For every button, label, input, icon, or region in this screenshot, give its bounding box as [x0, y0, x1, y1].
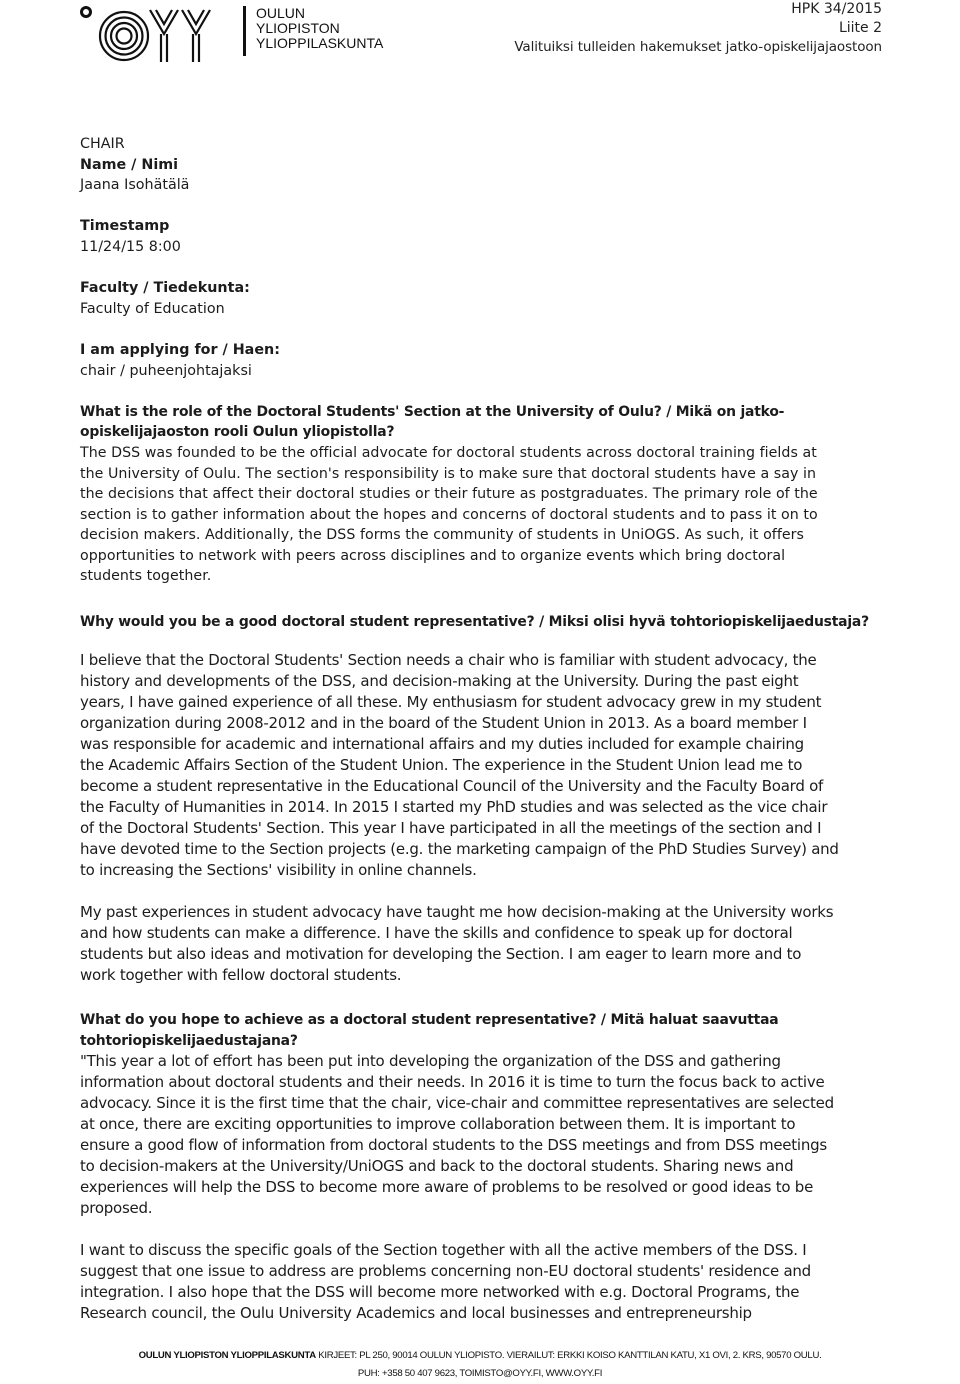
answer-line: ensure a good flow of information from doctoral students to the DSS meetings and from DSS meetings	[80, 1136, 827, 1155]
answer-line: become a student representative in the Educational Council of the University and the Faculty Board of	[80, 777, 824, 796]
faculty-value: Faculty of Education	[80, 300, 225, 317]
answer-line: students but also ideas and motivation for developing the Section. I am eager to learn more and to	[80, 945, 802, 964]
answer-line: organization during 2008-2012 and in the board of the Student Union in 2013. As a board member I	[80, 714, 807, 733]
org-name-line: YLIOPPILASKUNTA	[256, 35, 384, 51]
question-line: Why would you be a good doctoral student representative? / Miksi olisi hyvä tohtoriopiskelijaedustaja?	[80, 613, 869, 630]
org-name	[256, 6, 383, 51]
question-line: What is the role of the Doctoral Students' Section at the University of Oulu? / Mikä on jatko-	[80, 403, 785, 420]
answer-line: students together.	[80, 568, 212, 585]
timestamp-label: Timestamp	[80, 218, 170, 235]
answer-line: section is to gather information about the hopes and concerns of doctoral students and to pass it on to	[80, 506, 818, 523]
answer-line: Research council, the Oulu University Academics and local businesses and entrepreneurship	[80, 1304, 752, 1323]
answer-line: the decisions that affect their doctoral studies or their future as postgraduates. The primary role of the	[80, 486, 818, 503]
footer-address-line	[0, 1346, 960, 1366]
answer-line: information about doctoral students and their needs. In 2016 it is time to turn the focus back to active	[80, 1073, 825, 1092]
answer-role	[80, 443, 890, 587]
application-content	[80, 134, 890, 1324]
answer-line: integration. I also hope that the DSS will become more networked with e.g. Doctoral Programs, the	[80, 1283, 800, 1302]
footer-contact: PUH: +358 50 407 9623, TOIMISTO@OYY.FI, WWW.OYY.FI	[357, 1368, 603, 1379]
answer-line: suggest that one issue to address are problems concerning non-EU doctoral students' residence and	[80, 1262, 811, 1281]
question-role	[80, 402, 890, 443]
logo-divider	[243, 6, 246, 56]
page-footer	[0, 1346, 960, 1384]
answer-line: experiences will help the DSS to become more aware of problems to be resolved or good ideas to be	[80, 1178, 814, 1197]
answer-line: I want to discuss the specific goals of the Section together with all the active members of the DSS. I	[80, 1241, 807, 1260]
answer-line: have devoted time to the Section projects (e.g. the marketing campaign of the PhD Studies Survey) and	[80, 840, 839, 859]
org-name-line: OULUN	[256, 5, 306, 21]
answer-line: decision makers. Additionally, the DSS forms the community of students in UniOGS. As such, it offers	[80, 527, 805, 544]
document-subtitle: Valituiksi tulleiden hakemukset jatko-opiskelijajaostoon	[514, 39, 882, 55]
oyy-logo	[80, 4, 240, 64]
answer-line: to decision-makers at the University/UniOGS and back to the doctoral students. Sharing news and	[80, 1157, 794, 1176]
org-name-line: YLIOPISTON	[256, 20, 340, 36]
answer-line: "This year a lot of effort has been put into developing the organization of the DSS and gathering	[80, 1052, 781, 1071]
answer-line: I believe that the Doctoral Students' Section needs a chair who is familiar with student advocacy, the	[80, 651, 817, 670]
question-why-good	[80, 612, 890, 633]
answer-line: proposed.	[80, 1199, 153, 1218]
doc-ref: HPK 34/2015	[791, 1, 882, 17]
attachment-label: Liite 2	[838, 20, 882, 36]
answer-line: My past experiences in student advocacy have taught me how decision-making at the University works	[80, 903, 834, 922]
faculty-label: Faculty / Tiedekunta:	[80, 280, 250, 297]
answer-hope-paragraph-2	[80, 1240, 890, 1324]
answer-line: history and developments of the DSS, and decision-making at the University. During the past eight	[80, 672, 799, 691]
footer-org: OULUN YLIOPISTON YLIOPPILASKUNTA	[138, 1350, 316, 1361]
answer-line: of the Doctoral Students' Section. This year I have participated in all the meetings of the section and I	[80, 819, 822, 838]
answer-line: opportunities to network with peers across disciplines and to organize events which bring doctoral	[80, 547, 786, 564]
question-hope-to-achieve	[80, 1010, 890, 1051]
answer-line: the Faculty of Humanities in 2014. In 2015 I started my PhD studies and was selected as the vice chair	[80, 798, 828, 817]
timestamp-value: 11/24/15 8:00	[80, 238, 181, 255]
answer-line: years, I have gained experience of all these. My enthusiasm for student advocacy grew in my student	[80, 693, 822, 712]
answer-why-good-paragraph-1	[80, 650, 890, 881]
document-reference	[514, 0, 882, 57]
answer-line: the University of Oulu. The section's responsibility is to make sure that doctoral students have a say in	[80, 465, 816, 482]
answer-line: to increasing the Sections' visibility in online channels.	[80, 861, 477, 880]
candidate-name: Jaana Isohätälä	[80, 177, 190, 194]
answer-why-good-paragraph-2	[80, 902, 890, 986]
answer-hope-paragraph-1	[80, 1051, 890, 1219]
applying-value: chair / puheenjohtajaksi	[80, 362, 252, 379]
answer-line: at once, there are exciting opportunities to improve collaboration between them. It is important to	[80, 1115, 796, 1134]
answer-line: The DSS was founded to be the official advocate for doctoral students across doctoral training fields at	[80, 444, 817, 461]
answer-line: was responsible for academic and international affairs and my duties included for example chairing	[80, 735, 804, 754]
answer-line: and how students can make a difference. I have the skills and confidence to speak up for doctoral	[80, 924, 793, 943]
question-line: opiskelijajaoston rooli Oulun yliopistolla?	[80, 424, 395, 441]
position-title: CHAIR	[80, 136, 125, 152]
answer-line: the Academic Affairs Section of the Student Union. The experience in the Student Union lead me to	[80, 756, 803, 775]
question-line: tohtoriopiskelijaedustajana?	[80, 1032, 298, 1049]
question-line: What do you hope to achieve as a doctoral student representative? / Mitä haluat saavuttaa	[80, 1012, 779, 1029]
answer-line: work together with fellow doctoral students.	[80, 966, 402, 985]
applying-label: I am applying for / Haen:	[80, 341, 280, 358]
answer-line: advocacy. Since it is the first time that the chair, vice-chair and committee representatives are selected	[80, 1094, 834, 1113]
name-label: Name / Nimi	[80, 156, 179, 173]
footer-address: KIRJEET: PL 250, 90014 OULUN YLIOPISTO. VIERAILUT: ERKKI KOISO KANTTILAN KATU, X1 OVI, 2. KRS, 90570 OULU.	[318, 1350, 822, 1361]
